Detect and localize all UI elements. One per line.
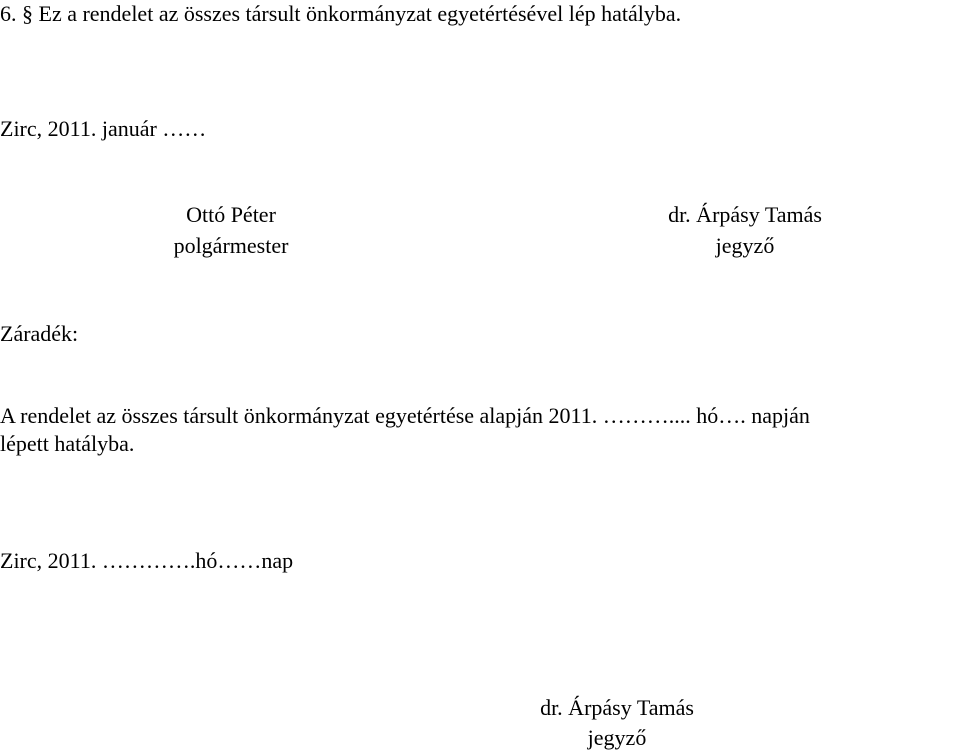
clause-line-1: A rendelet az összes társult önkormányzat egyetértése alapján 2011. ……….... hó…. napján: [0, 403, 810, 428]
clause-heading: Záradék:: [0, 321, 79, 346]
mayor-title: polgármester: [173, 233, 289, 258]
clause-line-2: lépett hatályba.: [0, 431, 135, 456]
notary-title: jegyző: [715, 233, 775, 258]
notary-name: dr. Árpásy Tamás: [668, 202, 822, 227]
place-and-date: Zirc, 2011. január ……: [0, 116, 207, 141]
mayor-name: Ottó Péter: [186, 202, 276, 227]
clause-place-and-date: Zirc, 2011. ………….hó……nap: [0, 548, 294, 573]
paragraph-6: 6. § Ez a rendelet az összes társult önkormányzat egyetértésével lép hatályba.: [0, 1, 682, 26]
bottom-notary-name: dr. Árpásy Tamás: [540, 695, 694, 720]
bottom-notary-title: jegyző: [587, 725, 647, 750]
